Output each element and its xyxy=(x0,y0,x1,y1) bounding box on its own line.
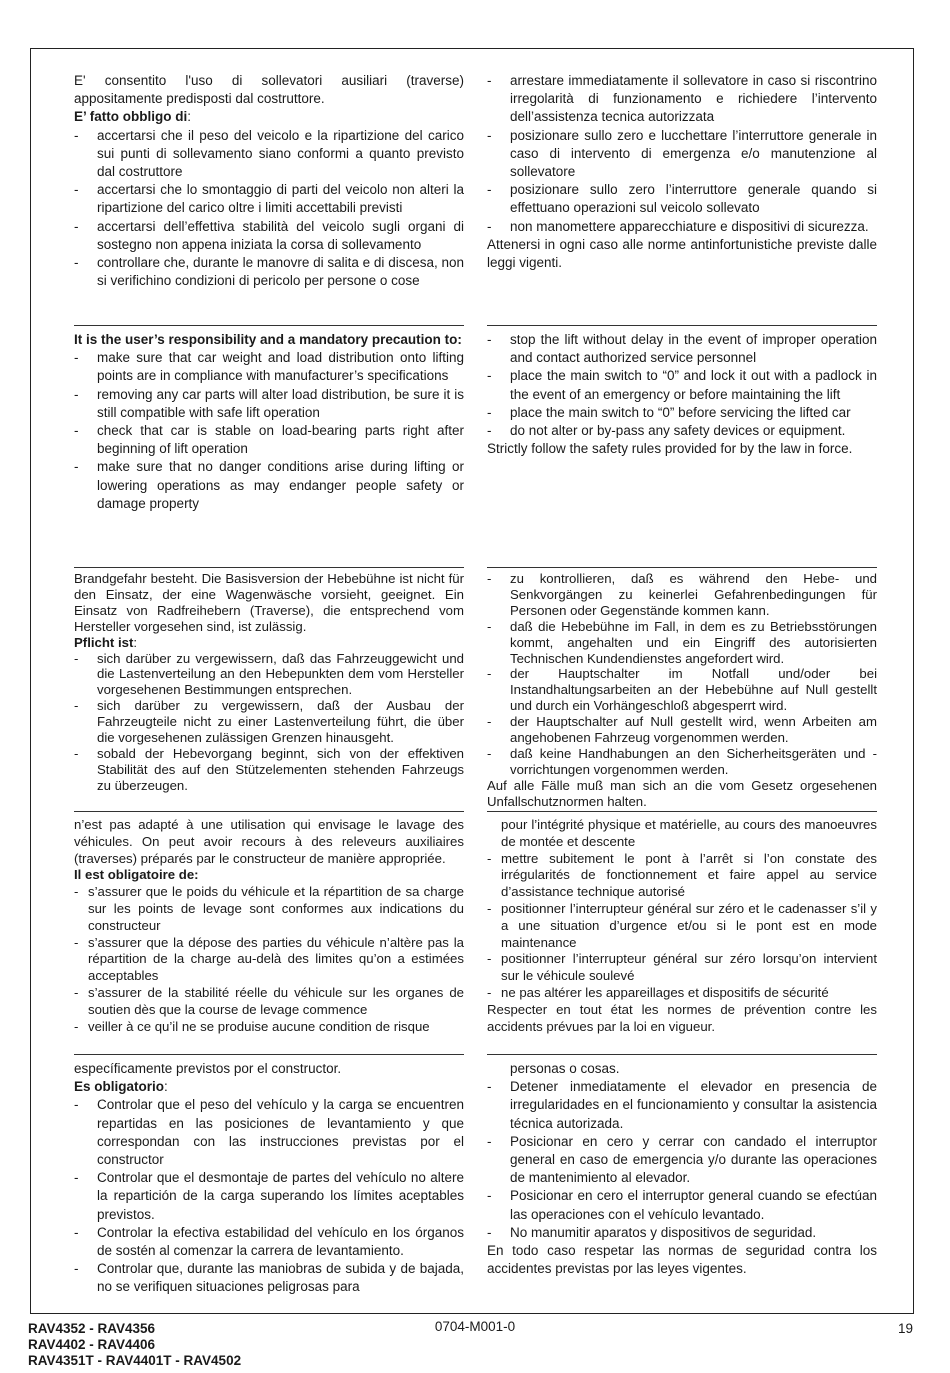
fr-intro: n’est pas adapté à une utilisation qui envisage le lavage des véhicules. On peut avoir recours à des releveurs auxiliaires (traverses) préparés par le constructeur de manière appropriée. xyxy=(74,817,464,866)
list-item: - sobald der Hebevorgang beginnt, sich von der effektiven Stabilität des auf den Stützelementen stehenden Fahrzeugs zu überzeugen. xyxy=(74,746,464,794)
fr-obligation-list xyxy=(74,884,464,1035)
footer-model-line: RAV4351T - RAV4401T - RAV4502 xyxy=(28,1353,242,1368)
list-item: - zu kontrollieren, daß es während den Hebe- und Senkvorgängen zu keinerlei Gefahrenbedingungen für Personen oder Gegenstände kommen kann. xyxy=(487,571,877,619)
fr-action-list xyxy=(487,851,877,1002)
list-item: - Controlar que, durante las maniobras de subida y de bajada, no se verifiquen situaciones peligrosas para xyxy=(74,1260,464,1296)
list-item: - place the main switch to “0” and lock it out with a padlock in the event of an emergency or before maintaining the lift xyxy=(487,367,877,403)
it-intro: E' consentito l'uso di sollevatori ausiliari (traverse) appositamente predisposti dal costruttore. xyxy=(74,73,464,107)
en-right-column xyxy=(487,331,877,458)
section-divider xyxy=(74,567,464,568)
list-item: - sich darüber zu vergewissern, daß der Ausbau der Fahrzeugteile nicht zu einer Lastenverteilung führt, die über die vorgesehenen zulässigen Grenzen hinausgeht. xyxy=(74,698,464,746)
page-number: 19 xyxy=(898,1321,914,1336)
list-item: - s’assurer que le poids du véhicule et la répartition de sa charge sur les points de levage sont conformes aux indications du constructeur xyxy=(74,884,464,934)
fr-continuation: pour l’intégrité physique et matérielle, au cours des manoeuvres de montée et descente xyxy=(501,817,877,849)
it-left-column xyxy=(74,72,464,290)
es-right-column xyxy=(487,1060,877,1278)
de-left-column xyxy=(74,571,464,794)
list-item: - stop the lift without delay in the event of improper operation and contact authorized service personnel xyxy=(487,331,877,367)
footer-model-line: RAV4402 - RAV4406 xyxy=(28,1337,156,1352)
section-divider xyxy=(74,811,464,812)
de-obligation-heading: Pflicht ist: xyxy=(74,634,138,650)
footer-model-line: RAV4352 - RAV4356 xyxy=(28,1321,156,1336)
fr-obligation-heading: Il est obligatoire de: xyxy=(74,867,199,883)
list-item: - Posicionar en cero el interruptor general cuando se efectúan las operaciones con el vehículo levantado. xyxy=(487,1187,877,1223)
section-divider xyxy=(487,567,877,568)
de-intro: Brandgefahr besteht. Die Basisversion der Hebebühne ist nicht für den Einsatz, der eine Wagenwäsche vorsieht, geeignet. Ein Einsatz von Radfreihebern (Traverse), die entsprechend vom Hersteller vorgesehen sind, ist zulässig. xyxy=(74,571,464,634)
es-obligation-heading: Es obligatorio: xyxy=(74,1079,168,1095)
list-item: - do not alter or by-pass any safety devices or equipment. xyxy=(487,422,877,440)
footer-doc-code: 0704-M001-0 xyxy=(434,1319,516,1334)
list-item: - ne pas altérer les appareillages et dispositifs de sécurité xyxy=(487,985,877,1002)
list-item: - No manumitir aparatos y dispositivos de seguridad. xyxy=(487,1224,877,1242)
list-item: - Controlar la efectiva estabilidad del vehículo en los órganos de sostén al comenzar la carrera de levantamiento. xyxy=(74,1224,464,1260)
list-item: - der Hauptschalter im Notfall und/oder bei Instandhaltungsarbeiten an der Hebebühne auf Null gestellt und durch ein Vorhängeschloß abgesperrt wird. xyxy=(487,666,877,714)
es-closing: En todo caso respetar las normas de seguridad contra los accidentes previstas por las leyes vigentes. xyxy=(487,1243,877,1277)
es-intro: específicamente previstos por el constructor. xyxy=(74,1061,342,1076)
list-item: - s’assurer que la dépose des parties du véhicule n’altère pas la répartition de la charge au-delà des limites qu’on a estimées acceptables xyxy=(74,935,464,985)
es-left-column xyxy=(74,1060,464,1297)
list-item: - der Hauptschalter auf Null gestellt wird, wenn Arbeiten am angehobenen Fahrzeug vorgenommen werden. xyxy=(487,714,877,746)
section-divider xyxy=(487,1054,877,1055)
it-right-column xyxy=(487,72,877,272)
list-item: - make sure that car weight and load distribution onto lifting points are in compliance with manufacturer’s specifications xyxy=(74,349,464,385)
section-divider xyxy=(487,325,877,326)
it-obligation-list xyxy=(74,127,464,291)
list-item: - Posicionar en cero y cerrar con candado el interruptor general en caso de emergencia y/o durante las operaciones de mantenimiento al elevador. xyxy=(487,1133,877,1188)
list-item: - positionner l’interrupteur général sur zéro et le cadenasser s’il y a une situation d’urgence et/ou si le pont est en mode maintenance xyxy=(487,901,877,951)
it-obligation-heading: E’ fatto obbligo di: xyxy=(74,109,191,125)
list-item: - Detener inmediatamente el elevador en presencia de irregularidades en el funcionamiento y consultar la asistencia técnica autorizada. xyxy=(487,1078,877,1133)
list-item: - daß keine Handhabungen an den Sicherheitsgeräten und -vorrichtungen vorgenommen werden. xyxy=(487,746,877,778)
es-action-list xyxy=(487,1078,877,1242)
list-item: - controllare che, durante le manovre di salita e di discesa, non si verifichino condizioni di pericolo per persone o cose xyxy=(74,254,464,290)
fr-left-column xyxy=(74,817,464,1035)
fr-closing: Respecter en tout état les normes de prévention contre les accidents prévues par la loi en vigueur. xyxy=(487,1001,877,1034)
list-item: - check that car is stable on load-bearing parts right after beginning of lift operation xyxy=(74,422,464,458)
list-item: - mettre subitement le pont à l’arrêt si l’on constate des irrégularités de fonctionnement et faire appel au service d’assistance technique autorisé xyxy=(487,851,877,901)
list-item: - accertarsi che lo smontaggio di parti del veicolo non alteri la ripartizione del carico oltre i limiti accettabili previsti xyxy=(74,181,464,217)
de-closing: Auf alle Fälle muß man sich an die vom Gesetz orgesehenen Unfallschutznormen halten. xyxy=(487,777,877,809)
list-item: - non manomettere apparecchiature e dispositivi di sicurezza. xyxy=(487,218,877,236)
list-item: - place the main switch to “0” before servicing the lifted car xyxy=(487,404,877,422)
es-obligation-list xyxy=(74,1096,464,1296)
list-item: - posizionare sullo zero e lucchettare l’interruttore generale in caso di intervento di emergenza e/o manutenzione al sollevatore xyxy=(487,127,877,182)
de-obligation-list xyxy=(74,651,464,794)
list-item: - Controlar que el peso del vehículo y la carga se encuentren repartidas en las posiciones de levantamiento y que correspondan con las instrucciones previstas por el constructor xyxy=(74,1096,464,1169)
es-continuation: personas o cosas. xyxy=(510,1061,620,1076)
section-divider xyxy=(74,1054,464,1055)
list-item: - accertarsi dell’effettiva stabilità del veicolo sugli organi di sostegno non appena iniziata la corsa di sollevamento xyxy=(74,218,464,254)
list-item: - Controlar que el desmontaje de partes del vehículo no altere la repartición de la carga superando los límites aceptables previstos. xyxy=(74,1169,464,1224)
en-obligation-heading: It is the user’s responsibility and a mandatory precaution to: xyxy=(74,332,462,347)
list-item: - posizionare sullo zero l’interruttore generale quando si effettuano operazioni sul veicolo sollevato xyxy=(487,181,877,217)
de-action-list xyxy=(487,571,877,778)
it-action-list xyxy=(487,72,877,236)
list-item: - sich darüber zu vergewissern, daß das Fahrzeuggewicht und die Lastenverteilung an den Hebepunkten dem vom Hersteller vorgesehenen Bestimmungen entsprechen. xyxy=(74,651,464,699)
section-divider xyxy=(74,325,464,326)
list-item: - make sure that no danger conditions arise during lifting or lowering operations as may endanger people safety or damage property xyxy=(74,458,464,513)
en-closing: Strictly follow the safety rules provided for by the law in force. xyxy=(487,441,853,457)
list-item: - removing any car parts will alter load distribution, be sure it is still compatible with safe lift operation xyxy=(74,386,464,422)
list-item: - veiller à ce qu’il ne se produise aucune condition de risque xyxy=(74,1019,464,1036)
list-item: - daß die Hebebühne im Fall, in dem es zu Betriebsstörungen kommt, angehalten und ein Eingriff des autorisierten Technischen Kundendienstes angefordert wird. xyxy=(487,619,877,667)
list-item: - accertarsi che il peso del veicolo e la ripartizione del carico sui punti di sollevamento siano conformi a quanto previsto dal costruttore xyxy=(74,127,464,182)
list-item: - positionner l’interrupteur général sur zéro lorsqu’on intervient sur le véhicule soulevé xyxy=(487,951,877,985)
en-left-column xyxy=(74,331,464,513)
list-item: - arrestare immediatamente il sollevatore in caso si riscontrino irregolarità di funzionamento e richiedere l’intervento dell’assistenza tecnica autorizzata xyxy=(487,72,877,127)
section-divider xyxy=(487,811,877,812)
de-right-column xyxy=(487,571,877,810)
list-item: - s’assurer de la stabilité réelle du véhicule sur les organes de soutien dès que la course de levage commence xyxy=(74,985,464,1019)
en-action-list xyxy=(487,331,877,440)
en-obligation-list xyxy=(74,349,464,513)
it-closing: Attenersi in ogni caso alle norme antinfortunistiche previste dalle leggi vigenti. xyxy=(487,236,877,271)
fr-right-column xyxy=(487,817,877,1035)
